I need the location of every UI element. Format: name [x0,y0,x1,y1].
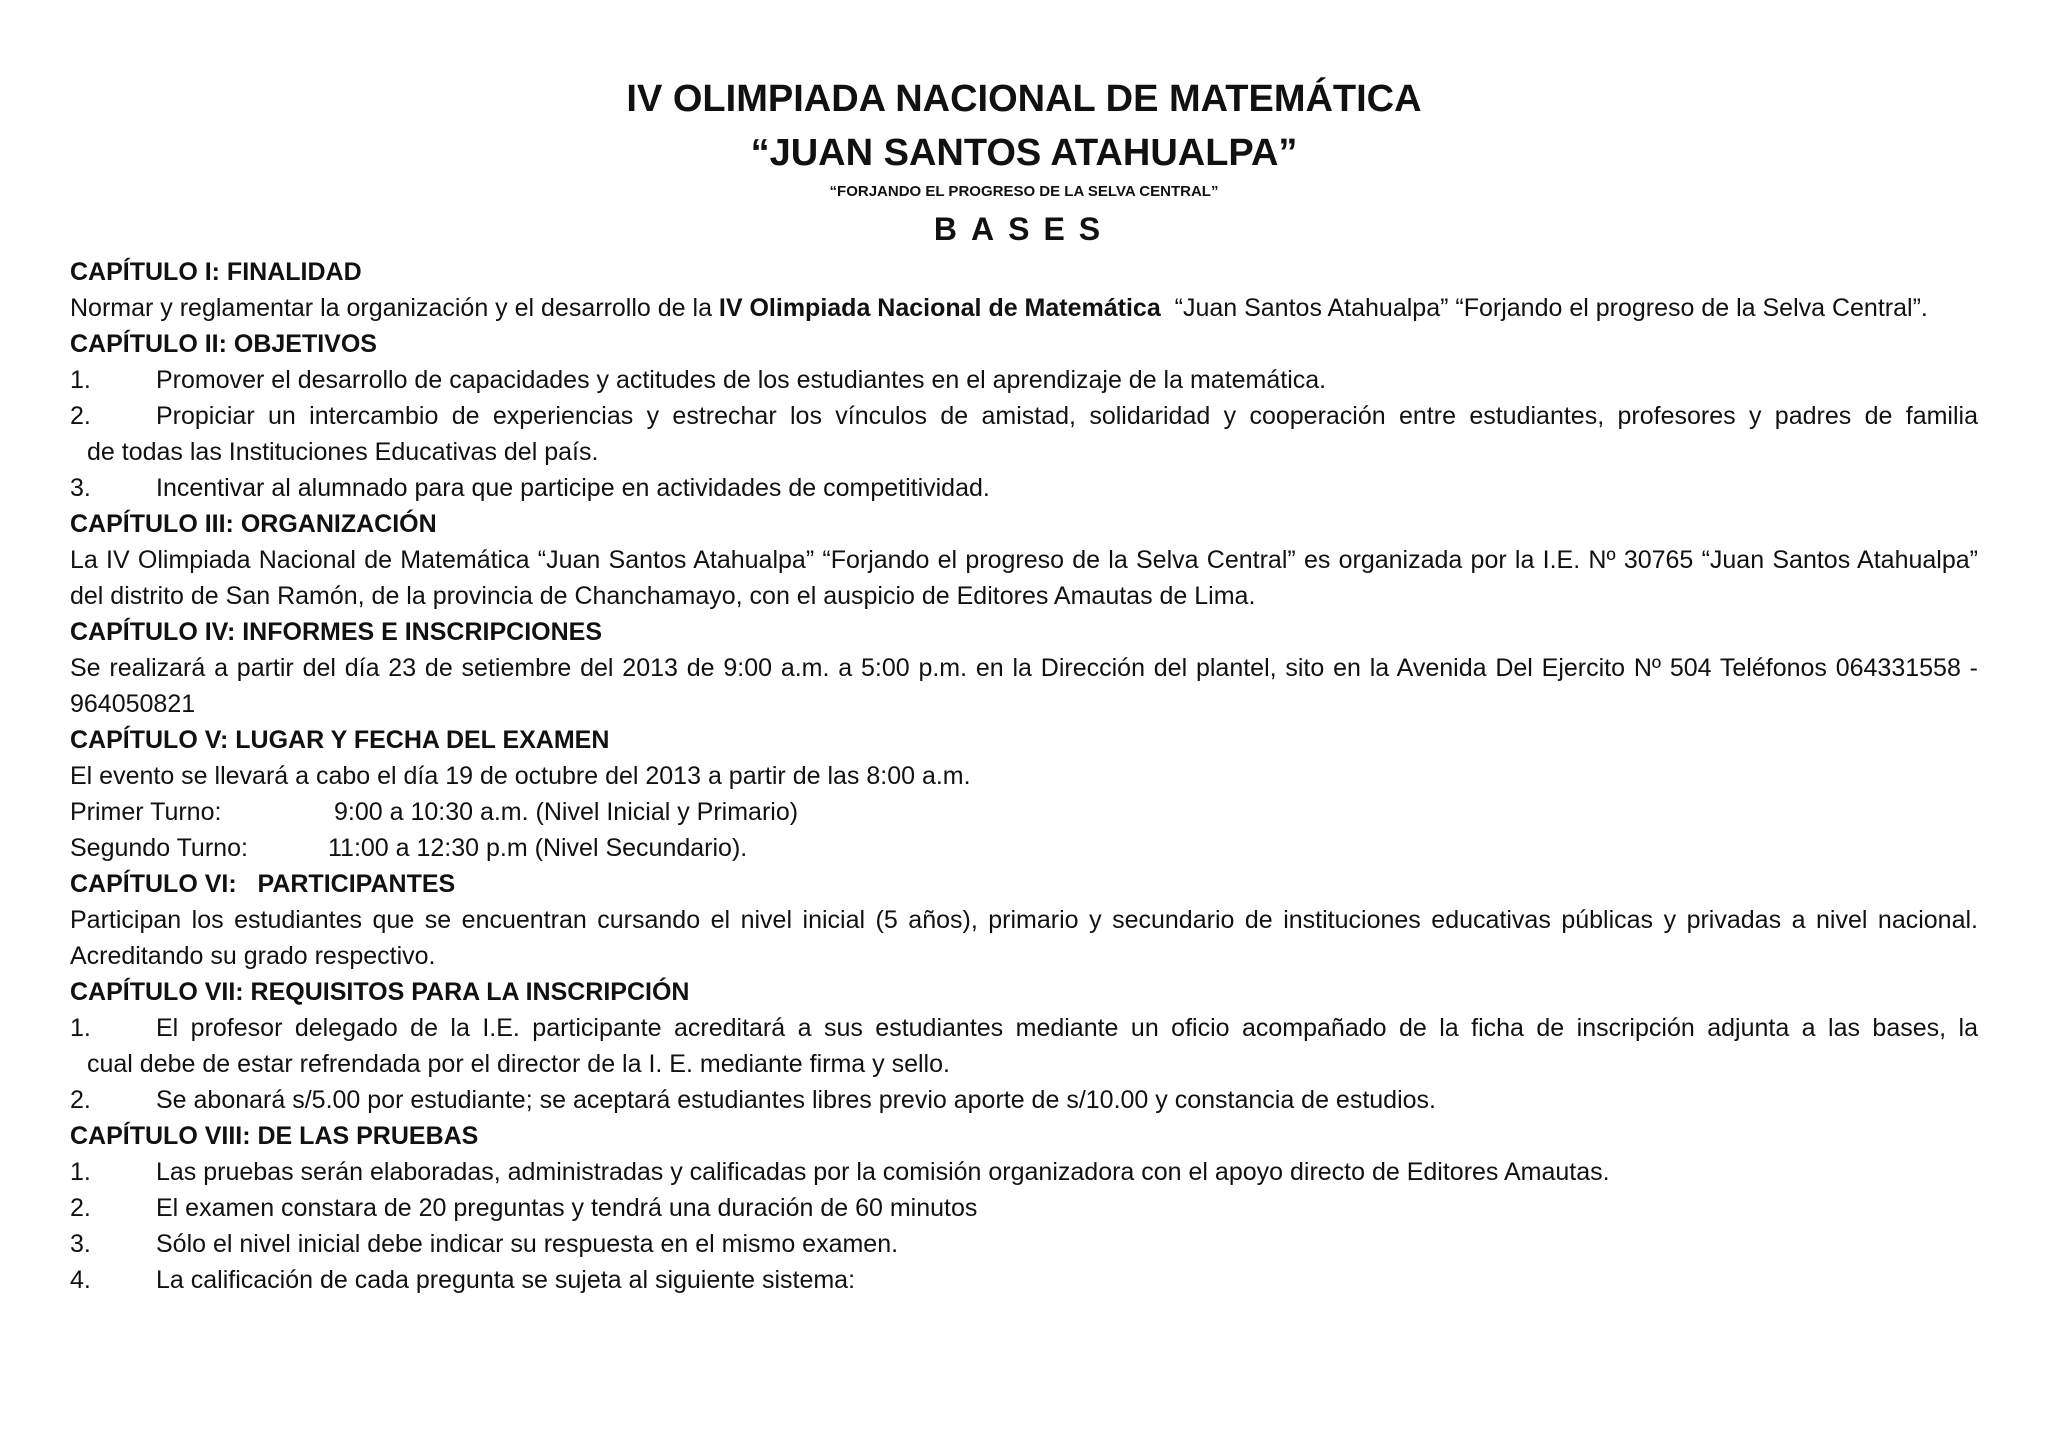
test-item-2 [70,1190,1978,1226]
document-slogan: “FORJANDO EL PROGRESO DE LA SELVA CENTRAL” [829,183,1219,200]
chapter-1-text [70,290,1978,326]
requirement-1-text: El profesor delegado de la I.E. participante acreditará a sus estudiantes mediante un oficio acompañado de la ficha de inscripción adjunta a las bases, la [156,1014,1978,1042]
turno-2-value: 11:00 a 12:30 p.m (Nivel Secundario). [328,834,748,862]
chapter-4-text: Se realizará a partir del día 23 de setiembre del 2013 de 9:00 a.m. a 5:00 p.m. en la Dirección del plantel, sito en la Avenida Del Ejercito Nº 504 Teléfonos 064331558 - 964050821 [70,654,1978,718]
test-item-3 [70,1226,1978,1262]
chapter-5-title: CAPÍTULO V: LUGAR Y FECHA DEL EXAMEN [70,726,610,754]
chapter-6-text: Participan los estudiantes que se encuentran cursando el nivel inicial (5 años), primario y secundario de instituciones educativas públicas y privadas a nivel nacional. Acreditando su grado respectivo. [70,906,1978,970]
chapter-8-title: CAPÍTULO VIII: DE LAS PRUEBAS [70,1122,479,1150]
objective-item-3 [70,470,1978,506]
chapter-2-title: CAPÍTULO II: OBJETIVOS [70,330,377,358]
chapter-3-text: La IV Olimpiada Nacional de Matemática “Juan Santos Atahualpa” “Forjando el progreso de la Selva Central” es organizada por la I.E. Nº 30765 “Juan Santos Atahualpa” del distrito de San Ramón, de la provincia de Chanchamayo, con el auspicio de Editores Amautas de Lima. [70,546,1978,610]
test-1-number: 1. [70,1158,91,1186]
chapter-4-title: CAPÍTULO IV: INFORMES E INSCRIPCIONES [70,618,602,646]
chapter-5-text: El evento se llevará a cabo el día 19 de octubre del 2013 a partir de las 8:00 a.m. [70,762,971,790]
objective-2-text: Propiciar un intercambio de experiencias y estrechar los vínculos de amistad, solidaridad y cooperación entre estudiantes, profesores y padres de familia [156,402,1978,430]
requirement-2-number: 2. [70,1086,91,1114]
turno-2-row [70,830,1978,866]
chapter-1-text-bold: IV Olimpiada Nacional de Matemática [718,294,1161,322]
test-item-4 [70,1262,1978,1298]
objective-3-number: 3. [70,474,91,502]
chapter-3-title: CAPÍTULO III: ORGANIZACIÓN [70,510,437,538]
test-item-1 [70,1154,1978,1190]
test-3-number: 3. [70,1230,91,1258]
chapter-7-title: CAPÍTULO VII: REQUISITOS PARA LA INSCRIPCIÓN [70,978,690,1006]
test-4-number: 4. [70,1266,91,1294]
test-1-text: Las pruebas serán elaboradas, administradas y calificadas por la comisión organizadora con el apoyo directo de Editores Amautas. [156,1158,1610,1186]
turno-2-label: Segundo Turno: [70,834,248,862]
objective-3-text: Incentivar al alumnado para que participe en actividades de competitividad. [156,474,990,502]
turno-1-row [70,794,1978,830]
test-4-text: La calificación de cada pregunta se sujeta al siguiente sistema: [156,1266,856,1294]
objective-1-text: Promover el desarrollo de capacidades y actitudes de los estudiantes en el aprendizaje de la matemática. [156,366,1327,394]
document-title-line2: “JUAN SANTOS ATAHUALPA” [750,132,1298,174]
requirement-item-1 [70,1010,1978,1046]
turno-1-value: 9:00 a 10:30 a.m. (Nivel Inicial y Primario) [334,798,799,826]
requirement-item-2 [70,1082,1978,1118]
document-title-line1: IV OLIMPIADA NACIONAL DE MATEMÁTICA [626,78,1422,120]
chapter-1-text-b: “Juan Santos Atahualpa” “Forjando el progreso de la Selva Central”. [1160,294,1928,322]
requirement-1-number: 1. [70,1014,91,1042]
turno-1-label: Primer Turno: [70,798,222,826]
objective-2-continuation: de todas las Instituciones Educativas del país. [87,438,599,466]
requirement-1-continuation: cual debe de estar refrendada por el director de la I. E. mediante firma y sello. [87,1050,950,1078]
test-3-text: Sólo el nivel inicial debe indicar su respuesta en el mismo examen. [156,1230,899,1258]
requirement-2-text: Se abonará s/5.00 por estudiante; se aceptará estudiantes libres previo aporte de s/10.00 y constancia de estudios. [156,1086,1436,1114]
bases-heading: BASES [933,211,1115,247]
test-2-number: 2. [70,1194,91,1222]
objective-2-number: 2. [70,402,91,430]
objective-1-number: 1. [70,366,91,394]
chapter-6-title: CAPÍTULO VI: PARTICIPANTES [70,870,456,898]
objective-item-1 [70,362,1978,398]
test-2-text: El examen constara de 20 preguntas y tendrá una duración de 60 minutos [156,1194,978,1222]
chapter-1-title: CAPÍTULO I: FINALIDAD [70,258,362,286]
chapter-1-text-a: Normar y reglamentar la organización y el desarrollo de la [70,294,719,322]
objective-item-2 [70,398,1978,434]
